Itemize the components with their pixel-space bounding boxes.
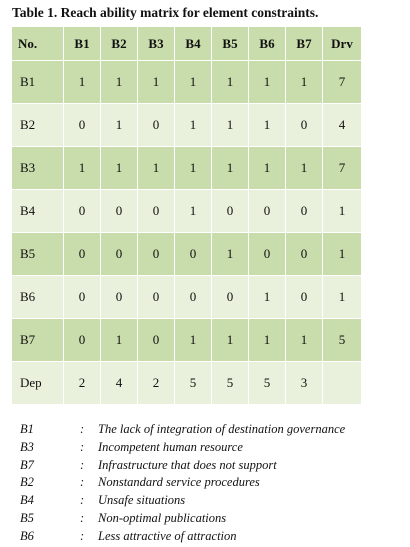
legend-code: B7 — [20, 457, 34, 472]
table-cell: 1 — [286, 147, 323, 190]
table-cell: 1 — [249, 147, 286, 190]
table-cell: 5 — [212, 362, 249, 405]
table-cell: 1 — [175, 190, 212, 233]
table-cell: 0 — [64, 276, 101, 319]
table-cell: 1 — [212, 104, 249, 147]
table-cell: 1 — [175, 319, 212, 362]
table-row — [12, 147, 362, 190]
table-cell — [323, 362, 362, 405]
legend-separator: : — [80, 475, 85, 490]
table-row — [12, 190, 362, 233]
table-cell: 0 — [64, 233, 101, 276]
table-cell: 0 — [249, 190, 286, 233]
table-cell: 1 — [286, 61, 323, 104]
table-cell: 7 — [323, 147, 362, 190]
table-header-row — [12, 27, 362, 61]
legend-code: B2 — [20, 475, 34, 490]
row-label-cell: B3 — [12, 147, 64, 190]
legend-description: Nonstandard service procedures — [98, 475, 260, 490]
table-cell: 1 — [101, 104, 138, 147]
table-cell: 1 — [323, 276, 362, 319]
table-cell: 0 — [138, 233, 175, 276]
legend — [20, 421, 345, 546]
legend-separator: : — [80, 439, 85, 454]
legend-description: Incompetent human resource — [98, 439, 243, 454]
table-cell: 3 — [286, 362, 323, 405]
table-cell: 1 — [101, 319, 138, 362]
row-label-cell: B1 — [12, 61, 64, 104]
legend-item — [20, 439, 345, 457]
header-cell-b7: B7 — [286, 27, 323, 61]
legend-item — [20, 474, 345, 492]
table-cell: 0 — [101, 276, 138, 319]
table-cell: 0 — [138, 276, 175, 319]
legend-code: B1 — [20, 422, 34, 436]
table-cell: 0 — [138, 190, 175, 233]
table-cell: 0 — [64, 319, 101, 362]
legend-item — [20, 528, 345, 546]
table-cell: 1 — [212, 233, 249, 276]
table-cell: 1 — [101, 61, 138, 104]
table-cell: 0 — [286, 233, 323, 276]
header-cell-b5: B5 — [212, 27, 249, 61]
table-cell: 0 — [249, 233, 286, 276]
table-cell: 1 — [249, 276, 286, 319]
table-cell: 4 — [323, 104, 362, 147]
legend-separator: : — [80, 493, 85, 508]
legend-item — [20, 510, 345, 528]
reachability-matrix-table — [11, 26, 362, 405]
legend-separator: : — [80, 528, 85, 543]
table-cell: 1 — [64, 61, 101, 104]
table-cell: 1 — [175, 147, 212, 190]
legend-description: The lack of integration of destination governance — [98, 422, 346, 436]
legend-code: B6 — [20, 528, 34, 543]
table-cell: 1 — [323, 190, 362, 233]
legend-separator: : — [80, 422, 85, 436]
table-row — [12, 362, 362, 405]
legend-code: B5 — [20, 510, 34, 525]
legend-code: B3 — [20, 439, 34, 454]
legend-description: Non-optimal publications — [98, 510, 227, 525]
table-cell: 1 — [175, 104, 212, 147]
table-cell: 0 — [175, 276, 212, 319]
table-cell: 2 — [138, 362, 175, 405]
table-cell: 1 — [249, 61, 286, 104]
legend-code: B4 — [20, 493, 34, 508]
table-row — [12, 61, 362, 104]
table-cell: 7 — [323, 61, 362, 104]
header-cell-drv: Drv — [323, 27, 362, 61]
table-cell: 0 — [175, 233, 212, 276]
table-row — [12, 319, 362, 362]
table-cell: 1 — [101, 147, 138, 190]
table-body — [12, 61, 362, 405]
header-cell-b2: B2 — [101, 27, 138, 61]
row-label-cell: B7 — [12, 319, 64, 362]
row-label-cell: B5 — [12, 233, 64, 276]
header-cell-no: No. — [12, 27, 64, 61]
table-cell: 4 — [101, 362, 138, 405]
table-cell: 1 — [212, 147, 249, 190]
header-cell-b4: B4 — [175, 27, 212, 61]
legend-description: Less attractive of attraction — [98, 528, 237, 543]
table-cell: 0 — [101, 190, 138, 233]
row-label-cell: B6 — [12, 276, 64, 319]
header-cell-b1: B1 — [64, 27, 101, 61]
table-cell: 1 — [212, 61, 249, 104]
header-cell-b3: B3 — [138, 27, 175, 61]
table-cell: 0 — [64, 104, 101, 147]
row-label-cell: B4 — [12, 190, 64, 233]
table-caption: Table 1. Reach ability matrix for element constraints. — [12, 5, 319, 20]
table-cell: 1 — [323, 233, 362, 276]
legend-item — [20, 457, 345, 475]
table-row — [12, 276, 362, 319]
row-label-cell: B2 — [12, 104, 64, 147]
legend-description: Infrastructure that does not support — [98, 457, 277, 472]
header-cell-b6: B6 — [249, 27, 286, 61]
table-cell: 1 — [138, 147, 175, 190]
table-cell: 0 — [286, 104, 323, 147]
table-cell: 0 — [64, 190, 101, 233]
table-cell: 5 — [323, 319, 362, 362]
table-row — [12, 104, 362, 147]
table-cell: 1 — [138, 61, 175, 104]
table-cell: 0 — [101, 233, 138, 276]
legend-item — [20, 421, 345, 439]
table-cell: 1 — [249, 319, 286, 362]
table-row — [12, 233, 362, 276]
legend-separator: : — [80, 510, 85, 525]
table-cell: 0 — [138, 319, 175, 362]
table-cell: 1 — [286, 319, 323, 362]
table-cell: 0 — [212, 190, 249, 233]
table-cell: 0 — [138, 104, 175, 147]
table-cell: 0 — [286, 190, 323, 233]
table-cell: 1 — [175, 61, 212, 104]
legend-separator: : — [80, 457, 85, 472]
row-label-cell: Dep — [12, 362, 64, 405]
table-cell: 1 — [212, 319, 249, 362]
legend-item — [20, 492, 345, 510]
table-cell: 0 — [286, 276, 323, 319]
table-cell: 5 — [175, 362, 212, 405]
table-cell: 1 — [64, 147, 101, 190]
table-cell: 1 — [249, 104, 286, 147]
table-cell: 2 — [64, 362, 101, 405]
table-cell: 5 — [249, 362, 286, 405]
legend-description: Unsafe situations — [98, 493, 186, 508]
table-cell: 0 — [212, 276, 249, 319]
